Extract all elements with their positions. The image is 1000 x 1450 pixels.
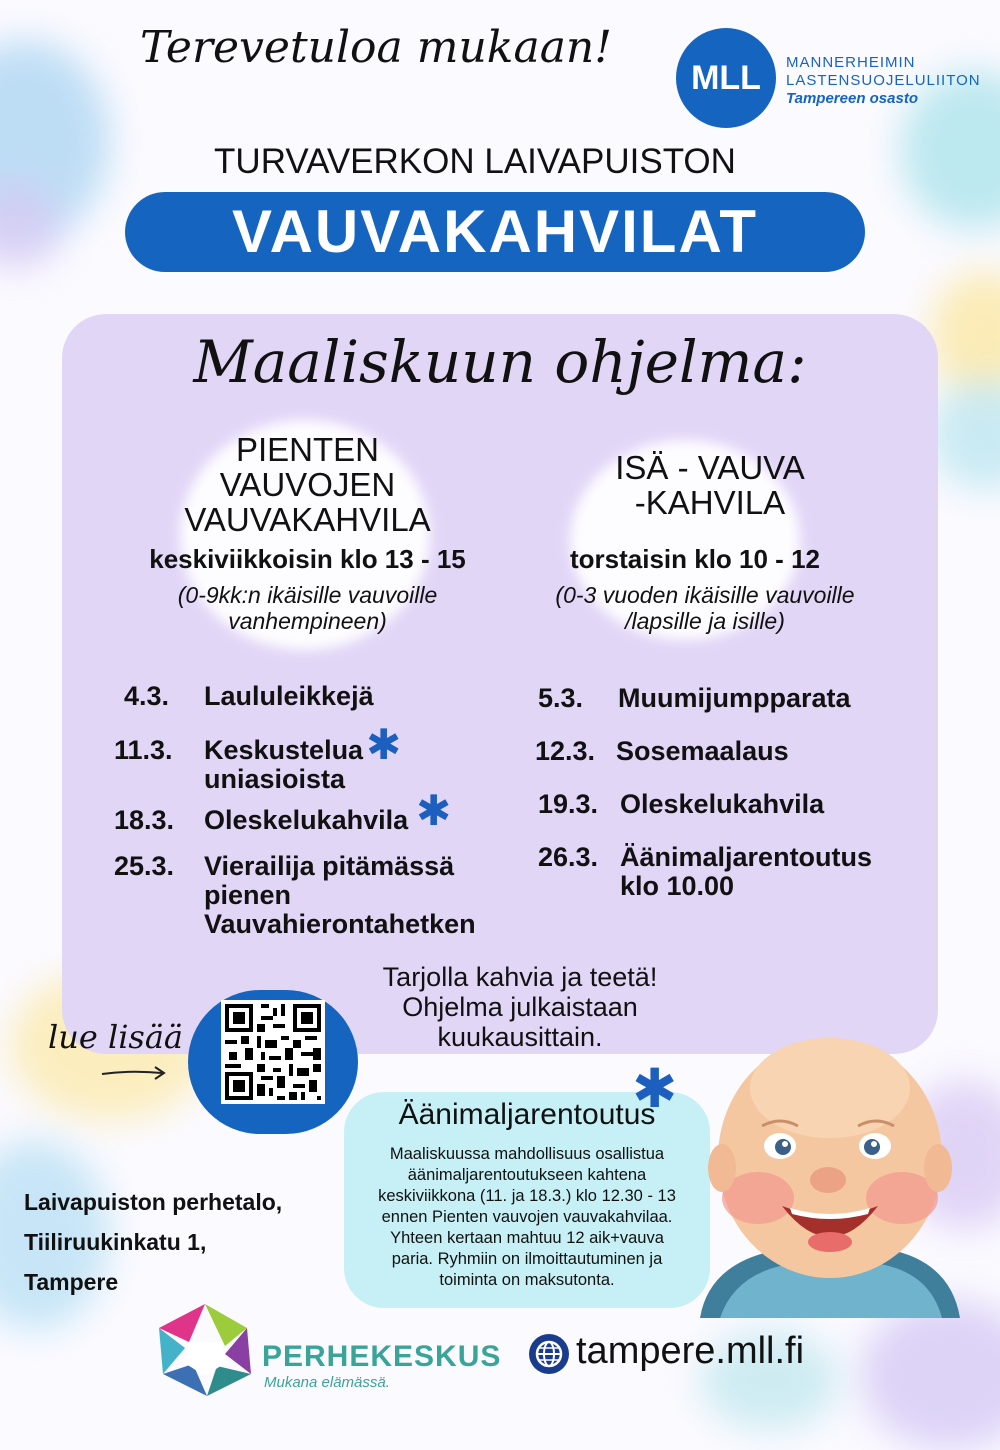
right-column-title: [510, 450, 910, 520]
event-title: Sosemaalaus: [616, 736, 789, 766]
right-note-line-1: (0-3 vuoden ikäisille vauvoille: [555, 582, 855, 608]
event-title: Oleskelukahvila: [620, 789, 825, 819]
left-title-line-2: VAUVOJEN: [219, 466, 396, 503]
website-link[interactable]: tampere.mll.fi: [576, 1330, 805, 1372]
mll-org-name: [786, 54, 981, 108]
perhekeskus-logo-icon: [155, 1302, 255, 1398]
address-line-2: Tiiliruukinkatu 1,: [24, 1229, 207, 1255]
offer-text: [360, 962, 680, 1052]
org-line-2: LASTENSUOJELULIITON: [786, 72, 981, 89]
event-title: Laululeikkejä: [204, 681, 374, 711]
read-more-label: lue lisää: [48, 1018, 183, 1056]
address: [24, 1182, 282, 1302]
left-column-time: keskiviikkoisin klo 13 - 15: [149, 544, 466, 574]
qr-badge: [188, 990, 358, 1134]
event-date: 26.3.: [538, 842, 599, 872]
welcome-text: Terevetuloa mukaan!: [140, 22, 612, 73]
org-line-3: Tampereen osasto: [786, 90, 918, 107]
right-column-time: torstaisin klo 10 - 12: [570, 544, 820, 574]
event-date: 12.3.: [535, 736, 596, 766]
offer-line-2: Ohjelma julkaistaan: [402, 992, 638, 1022]
right-column-note: [495, 582, 915, 634]
qr-code[interactable]: [221, 1000, 325, 1104]
left-column-note: [100, 582, 515, 634]
info-line-5: Yhteen kertaan mahtuu 12 aik+vauva: [390, 1229, 664, 1247]
left-note-line-1: (0-9kk:n ikäisille vauvoille: [177, 582, 438, 608]
asterisk-icon: ✱: [416, 787, 452, 834]
left-column-title: [120, 432, 495, 537]
info-box-text: [348, 1144, 706, 1291]
address-line-1: Laivapuiston perhetalo,: [24, 1189, 283, 1215]
event-title-line-2: pienen: [204, 880, 292, 910]
event-date: 25.3.: [114, 851, 175, 881]
watercolor-blob-bottom-right: [860, 1300, 1000, 1450]
asterisk-icon: ✱: [366, 721, 402, 768]
event-title: Oleskelukahvila: [204, 805, 409, 835]
watercolor-blob-right-mid: [930, 380, 1000, 490]
main-title: VAUVAKAHVILAT: [232, 198, 758, 265]
event-title-line-1: Vierailija pitämässä: [204, 851, 455, 881]
right-title-line-2: -KAHVILA: [634, 484, 786, 521]
asterisk-icon: ✱: [632, 1059, 678, 1119]
offer-line-3: kuukausittain.: [437, 1022, 603, 1052]
event-title-line-1: Keskustelua: [204, 735, 364, 765]
globe-icon: [528, 1333, 570, 1375]
event-date: 19.3.: [538, 789, 599, 819]
right-note-line-2: /lapsille ja isille): [625, 608, 785, 634]
event-date: 5.3.: [538, 683, 584, 713]
event-date: 4.3.: [124, 681, 170, 711]
left-title-line-3: VAUVAKAHVILA: [184, 501, 431, 538]
perhekeskus-name: PERHEKESKUS: [262, 1340, 502, 1373]
info-line-7: toiminta on maksutonta.: [439, 1271, 615, 1289]
baby-illustration: [680, 1028, 980, 1318]
mll-logo-text: MLL: [691, 59, 761, 97]
info-line-4: ennen Pienten vauvojen vauvakahvilaa.: [381, 1208, 673, 1226]
org-line-1: MANNERHEIMIN: [786, 54, 916, 71]
info-line-1: Maaliskuussa mahdollisuus osallistua: [389, 1145, 665, 1163]
event-title-line-2: uniasioista: [204, 764, 346, 794]
info-line-2: äänimaljarentoutukseen kahtena: [407, 1166, 647, 1184]
event-title-line-2: klo 10.00: [620, 871, 735, 901]
event-title: Muumijumpparata: [618, 683, 851, 713]
right-title-line-1: ISÄ - VAUVA: [615, 449, 805, 486]
left-note-line-2: vanhempineen): [228, 608, 387, 634]
perhekeskus-tagline: Mukana elämässä.: [264, 1374, 390, 1391]
event-date: 11.3.: [114, 735, 173, 765]
event-date: 18.3.: [114, 805, 175, 835]
info-box-title: Äänimaljarentoutus: [398, 1098, 656, 1131]
event-title-line-1: Äänimaljarentoutus: [620, 842, 873, 872]
main-title-banner: [125, 192, 865, 272]
info-line-6: paria. Ryhmiin on ilmoittautuminen ja: [391, 1250, 663, 1268]
address-line-3: Tampere: [24, 1269, 119, 1295]
event-title-line-3: Vauvahierontahetken: [204, 909, 476, 939]
offer-line-1: Tarjolla kahvia ja teetä!: [382, 962, 658, 992]
left-title-line-1: PIENTEN: [235, 431, 380, 468]
mll-logo: [676, 28, 776, 128]
program-title: Maaliskuun ohjelma:: [193, 328, 807, 396]
subtitle: TURVAVERKON LAIVAPUISTON: [214, 142, 736, 181]
info-line-3: keskiviikkona (11. ja 18.3.) klo 12.30 - 13: [378, 1187, 676, 1205]
arrow-right-icon: [100, 1062, 170, 1082]
